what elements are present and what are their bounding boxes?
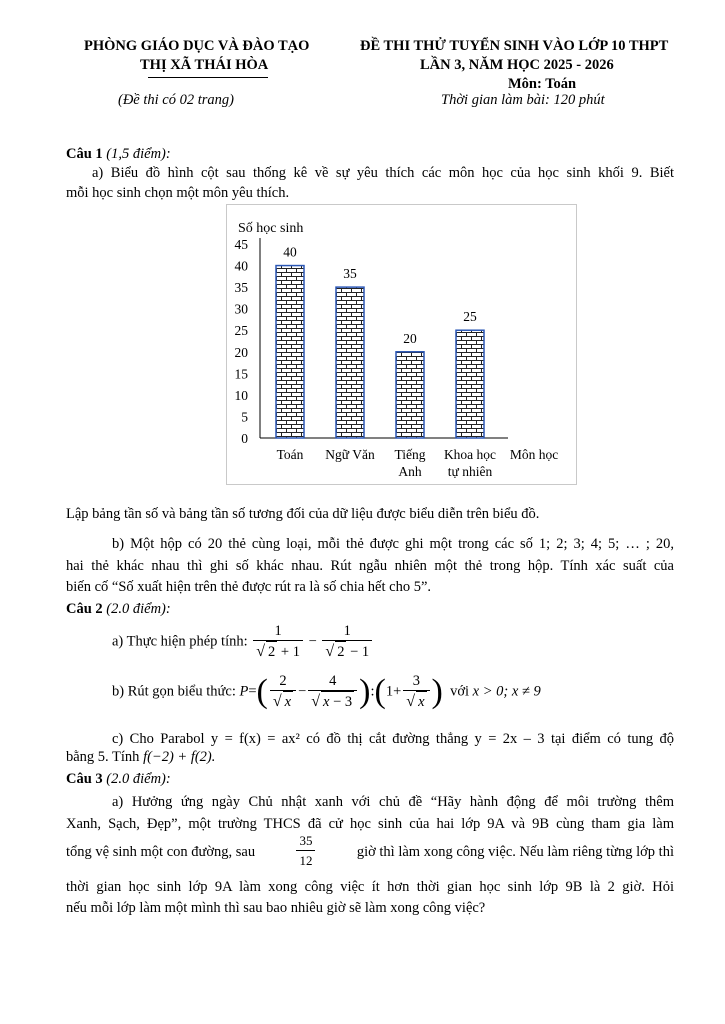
- q2-b-frac2: $\frac{4}{√ x - 3}$: [308, 672, 357, 712]
- q2-label: Câu 2: [66, 601, 103, 617]
- q3-heading: [66, 768, 674, 790]
- x-tick-label: tự nhiên: [447, 464, 493, 479]
- department-name: PHÒNG GIÁO DỤC VÀ ĐÀO TẠO: [84, 38, 310, 54]
- x-tick-label: Toán: [276, 447, 304, 462]
- q2-a: a) Thực hiện phép tính: $\frac{1}{√ 2 + 1}$ − $\frac{1}{√ 2 - 1}$: [112, 622, 374, 662]
- q3-points: (2.0 điểm):: [106, 771, 171, 787]
- bar: [396, 352, 424, 438]
- page-count-note: (Đề thi có 02 trang): [118, 92, 234, 108]
- y-tick-label: 20: [234, 344, 248, 360]
- q3-a-line1: a) Hưởng ứng ngày Chủ nhật xanh với chủ đề “Hãy hành động để môi trường thêm: [112, 794, 674, 810]
- y-tick-label: 0: [241, 431, 248, 446]
- q1-b-line1: b) Một hộp có 20 thẻ cùng loại, mỗi thẻ được ghi một trong các số 1; 2; 3; 4; 5; … ; 20,: [112, 536, 674, 552]
- bar: [336, 287, 364, 438]
- q2-b-text: b) Rút gọn biểu thức:: [112, 683, 236, 700]
- q3-a-fraction: $\frac{35}{12}$: [296, 832, 315, 871]
- q3-a-line2: Xanh, Sạch, Đẹp”, một trường THCS đã cử học sinh của hai lớp 9A và 9B cùng tham gia làm: [66, 816, 674, 832]
- q2-b: b) Rút gọn biểu thức: P=( $\frac{2}{√ x}$ − $\frac{4}{√ x - 3}$ ):(1+ $\frac{3}{√ x}$ ) với x > 0; x ≠ 9: [112, 673, 541, 710]
- q2-b-frac1: $\frac{2}{√ x}$: [270, 672, 296, 712]
- q2-a-frac2: $\frac{1}{√ 2 - 1}$: [322, 622, 372, 662]
- x-axis-title: Môn học: [509, 447, 559, 462]
- bar-data-label: 40: [283, 244, 297, 260]
- x-tick-label: Khoa học: [443, 447, 497, 462]
- bar-data-label: 20: [403, 330, 417, 346]
- q2-b-cond-math: x > 0; x ≠ 9: [472, 683, 541, 700]
- header-underline: [148, 77, 268, 78]
- y-tick-label: 10: [234, 387, 248, 403]
- q2-c-text: bằng 5. Tính: [66, 749, 140, 765]
- q1-a-line1: a) Biểu đồ hình cột sau thống kê về sự yêu thích các môn học của học sinh khối 9. Biết: [92, 165, 674, 181]
- y-axis-title: Số học sinh: [238, 221, 304, 236]
- q2-a-frac1: $\frac{1}{√ 2 + 1}$: [253, 622, 303, 662]
- x-tick-label: Ngữ Văn: [325, 447, 375, 462]
- q1-a-task: Lập bảng tần số và bảng tần số tương đối của dữ liệu được biểu diễn trên biểu đồ.: [66, 506, 540, 522]
- y-tick-label: 25: [234, 323, 248, 339]
- bar: [276, 266, 304, 438]
- q3-a-line3-post: giờ thì làm xong công việc. Nếu làm riêng từng lớp thì: [356, 843, 674, 860]
- y-tick-label: 5: [241, 409, 248, 425]
- bar-data-label: 25: [463, 309, 477, 325]
- y-tick-label: 40: [234, 258, 248, 274]
- x-tick-label: Tiếng: [394, 447, 426, 462]
- q1-a-line2: mỗi học sinh chọn một môn yêu thích.: [66, 185, 290, 201]
- q2-points: (2.0 điểm):: [106, 601, 171, 617]
- q1-label: Câu 1: [66, 146, 103, 162]
- q2-a-text: a) Thực hiện phép tính:: [112, 633, 248, 650]
- bar: [456, 330, 484, 438]
- q2-heading: [66, 598, 674, 620]
- exam-title: ĐỀ THI THỬ TUYỂN SINH VÀO LỚP 10 THPT: [360, 38, 669, 54]
- q2-c-line1: c) Cho Parabol y = f(x) = ax² có đồ thị cắt đường thẳng y = 2x – 3 tại điểm có tung độ: [112, 731, 674, 747]
- q3-a-line5: nếu mỗi lớp làm một mình thì sau bao nhiêu giờ sẽ làm xong công việc?: [66, 900, 486, 916]
- q2-c-expr: f(−2) + f(2).: [143, 749, 216, 765]
- y-tick-label: 30: [234, 301, 248, 317]
- y-tick-label: 15: [234, 366, 248, 382]
- q3-a-line4: thời gian học sinh lớp 9A làm xong công việc ít hơn thời gian học sinh lớp 9B là 2 giờ. Hỏi: [66, 879, 674, 895]
- q2-b-frac3: $\frac{3}{√ x}$: [403, 672, 429, 712]
- y-tick-label: 45: [234, 237, 248, 252]
- q3-label: Câu 3: [66, 771, 103, 787]
- x-tick-label: Anh: [398, 464, 422, 479]
- exam-round: LẦN 3, NĂM HỌC 2025 - 2026: [420, 57, 614, 73]
- bar-data-label: 35: [343, 266, 357, 282]
- bar-chart: [226, 204, 578, 486]
- y-tick-label: 35: [234, 280, 248, 296]
- q2-c-line2: [66, 746, 674, 768]
- town-name: THỊ XÃ THÁI HÒA: [140, 57, 269, 73]
- q2-b-cond: với: [450, 683, 470, 700]
- q1-b-line3: biến cố “Số xuất hiện trên thẻ được rút ra là số chia hết cho 5”.: [66, 579, 432, 595]
- subject: Môn: Toán: [508, 76, 577, 92]
- time-note: Thời gian làm bài: 120 phút: [441, 92, 605, 108]
- q1-b-line2: hai thẻ khác nhau thì ghi số khác nhau. Rút ngẫu nhiên một thẻ trong hộp. Tính xác suất của: [66, 558, 674, 574]
- q1-points: (1,5 điểm):: [106, 146, 171, 162]
- q3-a-line3-pre: tổng vệ sinh một con đường, sau: [66, 843, 256, 860]
- q3-a-line3: [66, 832, 674, 871]
